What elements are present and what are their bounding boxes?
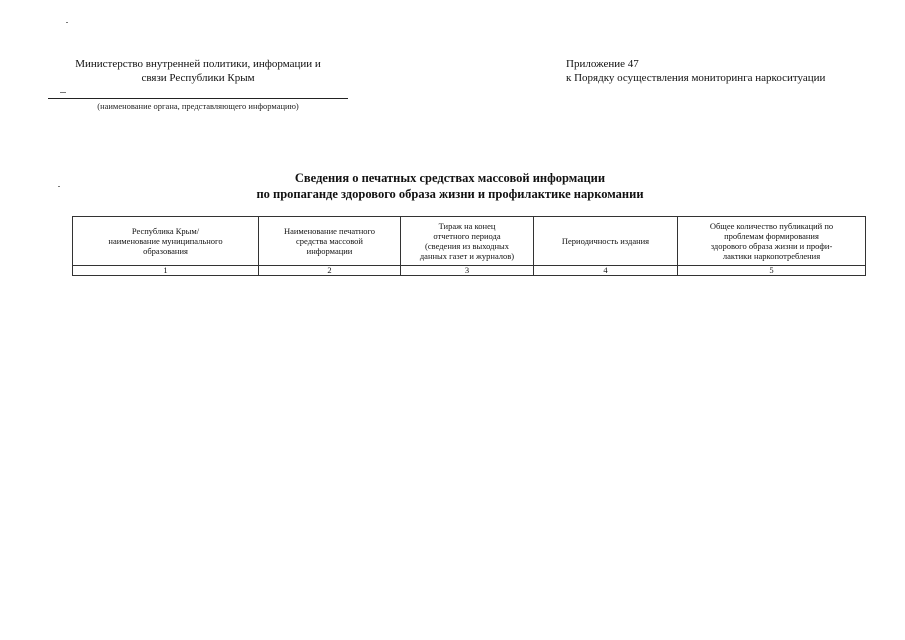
appendix-line-1: Приложение 47: [566, 58, 639, 70]
report-table: [72, 216, 866, 276]
appendix-line-2: к Порядку осуществления мониторинга наркоситуации: [566, 72, 826, 84]
column-number-cell: 1: [73, 266, 259, 276]
column-number-cell: 3: [401, 266, 534, 276]
appendix-reference: [566, 57, 886, 85]
scan-speck: [60, 92, 66, 93]
scan-speck: [58, 186, 60, 187]
organization-name-line-2: связи Республики Крым: [141, 72, 255, 84]
organization-name-line-1: Министерство внутренней политики, информации и: [75, 58, 321, 70]
column-header-region: Республика Крым/ наименование муниципального образования: [73, 217, 259, 266]
organization-name: [48, 57, 348, 85]
document-title: [200, 170, 700, 202]
column-header-media-name: Наименование печатного средства массовой информации: [259, 217, 401, 266]
column-number-cell: 4: [534, 266, 678, 276]
column-header-publications-count: Общее количество публикаций по проблемам формирования здорового образа жизни и профи- лактики наркопотребления: [678, 217, 866, 266]
column-number-cell: 2: [259, 266, 401, 276]
column-header-circulation: Тираж на конец отчетного периода (сведения из выходных данных газет и журналов): [401, 217, 534, 266]
column-header-periodicity: Периодичность издания: [534, 217, 678, 266]
organization-underline: [48, 98, 348, 99]
organization-caption: (наименование органа, представляющего информацию): [97, 101, 299, 111]
document-title-line-2: по пропаганде здорового образа жизни и профилактике наркомании: [256, 187, 644, 201]
table-row-column-numbers: [73, 266, 866, 276]
scan-speck: [66, 22, 68, 23]
table-header-row: [73, 217, 866, 266]
document-title-line-1: Сведения о печатных средствах массовой информации: [294, 171, 606, 185]
column-number-cell: 5: [678, 266, 866, 276]
